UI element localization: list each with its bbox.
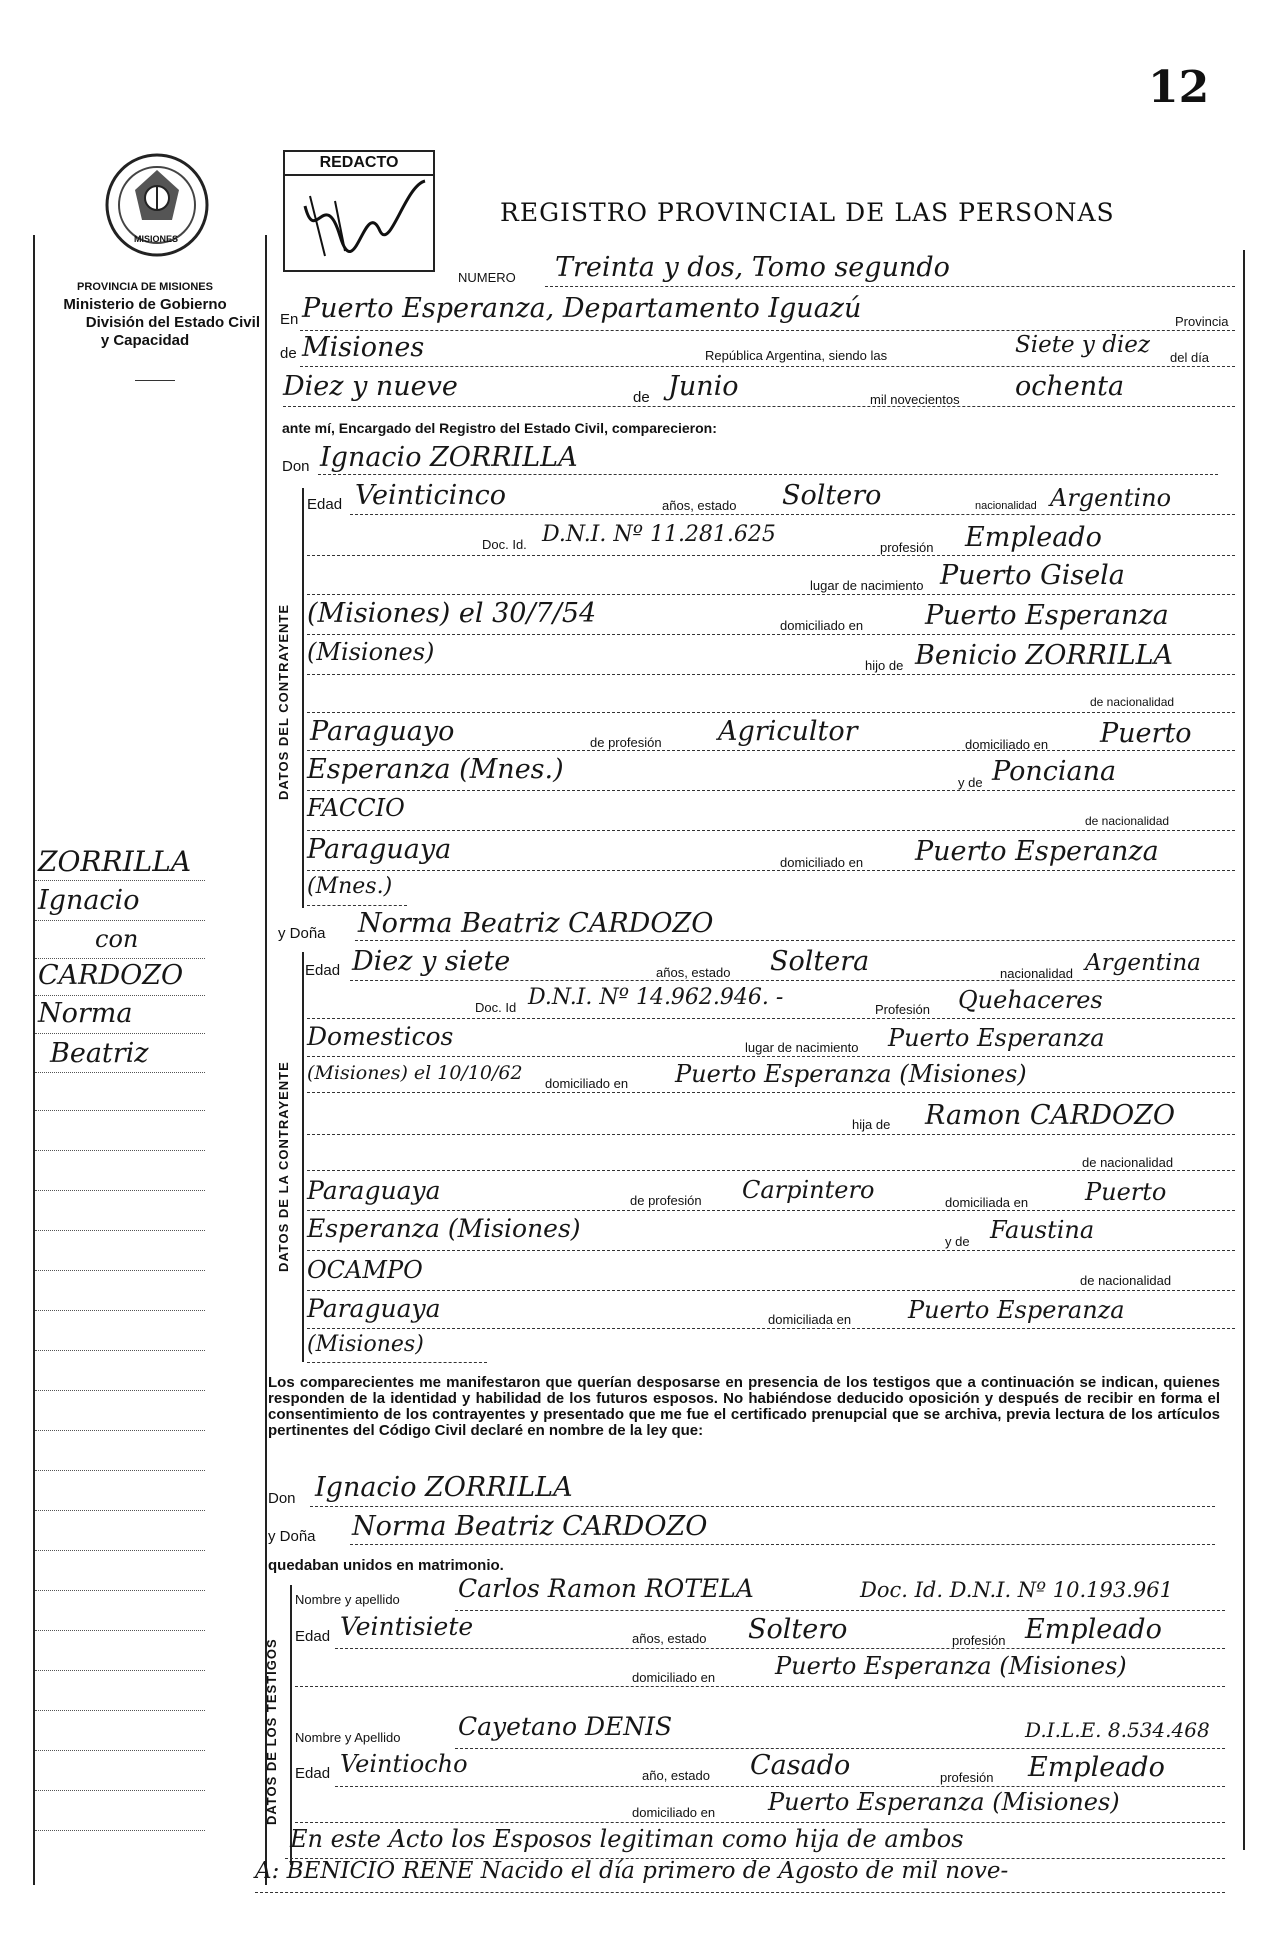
republica-label: República Argentina, siendo las	[705, 348, 888, 363]
contrayente-f-domicilio: Puerto Esperanza (Misiones)	[675, 1060, 1027, 1088]
don-line	[318, 474, 1218, 475]
margin-rule	[35, 1670, 205, 1671]
contrayente-border	[302, 488, 304, 908]
t1-dom-label: domiciliado en	[632, 1670, 716, 1685]
t1-edad-label: Edad	[295, 1628, 331, 1645]
org-block	[30, 278, 260, 350]
margin-rule	[35, 1190, 205, 1191]
f-y-de-line	[307, 1250, 1235, 1251]
madre-nac: Paraguaya	[307, 834, 452, 865]
f-madre-line	[307, 1290, 1235, 1291]
contrayente-f-padre: Ramon CARDOZO	[925, 1100, 1176, 1131]
dia-value: Diez y nueve	[283, 371, 458, 402]
f-padre-dom2: Esperanza (Misiones)	[307, 1214, 581, 1243]
t2-prof: Empleado	[1028, 1752, 1165, 1783]
dona-line	[355, 940, 1235, 941]
t2-dom-label: domiciliado en	[632, 1805, 716, 1820]
numero-line	[545, 286, 1235, 287]
t2-doc: D.I.L.E. 8.534.468	[1025, 1718, 1210, 1742]
madre-line	[307, 830, 1235, 831]
hija-label: hija de	[852, 1117, 891, 1132]
f-madre2: OCAMPO	[307, 1256, 423, 1284]
f-madre-nac-line	[307, 1328, 1235, 1329]
f-padre-dom: Puerto	[1085, 1178, 1167, 1206]
contrayente-section-label: DATOS DEL CONTRAYENTE	[276, 603, 291, 800]
t1-dom: Puerto Esperanza (Misiones)	[775, 1652, 1127, 1680]
don-label: Don	[282, 458, 310, 475]
f-madre-dom-label: domiciliada en	[768, 1312, 852, 1327]
margin-rule	[35, 1390, 205, 1391]
t2-edad-label: Edad	[295, 1765, 331, 1782]
f-madre-nac-label: de nacionalidad	[1080, 1273, 1172, 1288]
contrayente-f-doc: D.N.I. Nº 14.962.946. -	[528, 985, 784, 1010]
margin-rule	[35, 1110, 205, 1111]
t1-edad: Veintisiete	[340, 1612, 474, 1641]
contrayente-profesion: Empleado	[965, 522, 1102, 553]
madre-dom-line	[307, 905, 407, 906]
contrayente-f-nombre: Norma Beatriz CARDOZO	[358, 908, 714, 939]
f-madre-dom-line	[307, 1362, 487, 1363]
t1-prof: Empleado	[1025, 1614, 1162, 1645]
madre-dom2: (Mnes.)	[307, 874, 393, 899]
decl-don-label: Don	[268, 1490, 296, 1507]
ante-label: ante mí, Encargado del Registro del Estado Civil, comparecieron:	[282, 420, 717, 436]
lugar-nac-line	[307, 594, 1235, 595]
t2-dom: Puerto Esperanza (Misiones)	[768, 1788, 1120, 1816]
decl-dona-line	[350, 1544, 1215, 1545]
t2-edad: Veintiocho	[340, 1750, 468, 1778]
decl-don: Ignacio ZORRILLA	[315, 1472, 573, 1503]
t1-label: Nombre y apellido	[295, 1592, 400, 1607]
t1-doc: Doc. Id. D.N.I. Nº 10.193.961	[860, 1578, 1173, 1602]
margin-line3: con	[95, 925, 139, 953]
madre-nac-label: de nacionalidad	[1085, 814, 1170, 828]
madre2: FACCIO	[307, 794, 405, 822]
padre-line	[307, 750, 1235, 751]
t1-dom-line	[295, 1686, 1225, 1687]
f-doc-line	[307, 1018, 1235, 1019]
hora-value: Siete y diez	[1015, 332, 1151, 358]
margin-rule	[35, 1033, 205, 1034]
margin-line6: Beatriz	[50, 1038, 149, 1069]
padre-prof: Agricultor	[718, 716, 858, 747]
f-de-prof-label: de profesión	[630, 1193, 702, 1208]
madre-dom: Puerto Esperanza	[915, 836, 1159, 867]
edad-line	[350, 514, 1235, 515]
margin-rule	[35, 1270, 205, 1271]
numero-value: Treinta y dos, Tomo segundo	[555, 252, 950, 283]
t1-nombre: Carlos Ramon ROTELA	[458, 1574, 754, 1603]
provincia-value: Misiones	[302, 332, 425, 363]
f-padre-line	[307, 1210, 1235, 1211]
org-line2: Ministerio de Gobierno	[63, 296, 227, 313]
decl-dona: Norma Beatriz CARDOZO	[352, 1511, 708, 1542]
org-line3: División del Estado Civil	[85, 314, 260, 331]
contrayente-padre: Benicio ZORRILLA	[915, 640, 1174, 671]
org-line4: y Capacidad	[100, 332, 190, 349]
lugar-nac-label: lugar de nacimiento	[810, 578, 924, 593]
lugar-value: Puerto Esperanza, Departamento Iguazú	[302, 293, 862, 324]
contrayente-estado: Soltero	[782, 480, 882, 511]
margin-rule	[35, 1710, 205, 1711]
margin-rule	[35, 1150, 205, 1151]
f-nacionalidad-label: nacionalidad	[1000, 966, 1074, 981]
margin-rule	[35, 1510, 205, 1511]
margin-line5: Norma	[38, 998, 133, 1029]
doc-label: Doc. Id.	[482, 537, 527, 552]
hija-line	[307, 1134, 1235, 1135]
page-number: 12	[1148, 62, 1210, 113]
f-doc-label: Doc. Id	[475, 1000, 517, 1015]
fecha-line	[283, 406, 1235, 407]
dona-label: y Doña	[278, 925, 326, 942]
de-nac-line	[307, 712, 1235, 713]
contrayente-domicilio: Puerto Esperanza	[925, 600, 1169, 631]
f-madre-dom: Puerto Esperanza	[908, 1296, 1125, 1324]
margin-rule	[35, 1750, 205, 1751]
t1-anios-label: años, estado	[632, 1631, 707, 1646]
decl-don-line	[310, 1506, 1215, 1507]
edad-label: Edad	[307, 496, 343, 513]
lugar-line	[300, 330, 1235, 331]
note-line2: A: BENICIO RENE Nacido el día primero de Agosto de mil nove-	[255, 1858, 1009, 1884]
note-line2-rule	[255, 1892, 1225, 1893]
doc-line	[307, 555, 1235, 556]
contrayente-edad: Veinticinco	[355, 480, 507, 511]
t2-estado: Casado	[750, 1750, 851, 1781]
t1-line	[455, 1610, 1225, 1611]
contrayente-doc: D.N.I. Nº 11.281.625	[542, 522, 776, 547]
page-title: REGISTRO PROVINCIAL DE LAS PERSONAS	[500, 198, 1115, 227]
margin-rule	[35, 995, 205, 996]
right-border	[1243, 250, 1245, 1850]
contrayente-f-edad: Diez y siete	[352, 946, 511, 977]
de-nac-label: de nacionalidad	[1090, 695, 1175, 709]
domicilio-line	[307, 634, 1235, 635]
numero-label: NUMERO	[458, 270, 516, 285]
f-madre: Faustina	[990, 1216, 1095, 1244]
hijo-line	[307, 674, 1235, 675]
de-label: de	[280, 345, 297, 362]
f-de-nac-line	[307, 1170, 1235, 1171]
del-dia-label: del día	[1170, 350, 1210, 365]
margin-rule	[35, 1630, 205, 1631]
y-de-line	[307, 790, 1235, 791]
contrayente-nacionalidad: Argentino	[1050, 484, 1172, 512]
domicilio-label: domiciliado en	[780, 618, 864, 633]
contrayente-f-nacionalidad: Argentina	[1085, 950, 1201, 976]
decl-dona-label: y Doña	[268, 1528, 316, 1545]
t1-edad-line	[335, 1648, 1225, 1649]
padre-nac: Paraguayo	[310, 716, 455, 747]
t2-line	[455, 1748, 1225, 1749]
anio-label: mil novecientos	[870, 392, 960, 407]
y-de-label: y de	[958, 775, 983, 790]
t2-prof-label: profesión	[940, 1770, 994, 1785]
redacto-stamp	[283, 150, 435, 272]
madre-dom-label: domiciliado en	[780, 855, 864, 870]
f-edad-label: Edad	[305, 962, 341, 979]
margin-rule	[35, 1430, 205, 1431]
contrayente-f-estado: Soltera	[770, 946, 870, 977]
provincia-label: Provincia	[1175, 314, 1229, 329]
f-padre-nac: Paraguaya	[307, 1176, 441, 1205]
margin-rule	[35, 1072, 205, 1073]
testigos-section-label: DATOS DE LOS TESTIGOS	[264, 1638, 279, 1825]
provincial-seal	[100, 150, 215, 260]
margin-rule	[35, 1350, 205, 1351]
margin-rule	[35, 1590, 205, 1591]
provincia-line	[300, 366, 1235, 367]
margin-rule	[35, 1550, 205, 1551]
f-domicilio-line	[307, 1092, 1235, 1093]
contrayente-f-nac-line2: (Misiones) el 10/10/62	[307, 1062, 523, 1084]
f-madre-nac: Paraguaya	[307, 1294, 441, 1323]
margin-rule	[35, 1830, 205, 1831]
f-madre-dom2: (Misiones)	[307, 1332, 424, 1357]
f-de-nac-label: de nacionalidad	[1082, 1155, 1174, 1170]
margin-line4: CARDOZO	[38, 960, 184, 991]
f-y-de-label: y de	[945, 1234, 970, 1249]
contrayente-nombre: Ignacio ZORRILLA	[320, 442, 578, 473]
margin-rule	[35, 1470, 205, 1471]
margin-rule	[35, 880, 205, 881]
padre-dom: Puerto	[1100, 718, 1192, 749]
nacionalidad-label: nacionalidad	[975, 500, 1037, 512]
margin-rule	[35, 958, 205, 959]
stamp-signature	[285, 176, 433, 266]
de-prof-label: de profesión	[590, 735, 662, 750]
margin-rule	[35, 1310, 205, 1311]
t1-prof-label: profesión	[952, 1633, 1006, 1648]
f-lugar-nac-label: lugar de nacimiento	[745, 1040, 859, 1055]
t2-nombre: Cayetano DENIS	[458, 1712, 673, 1741]
t2-anio-label: año, estado	[642, 1768, 710, 1783]
madre: Ponciana	[992, 756, 1117, 787]
hijo-label: hijo de	[865, 658, 904, 673]
t2-dom-line	[295, 1822, 1225, 1823]
contrayente-f-section-label: DATOS DE LA CONTRAYENTE	[276, 1061, 291, 1272]
mes-value: Junio	[668, 371, 739, 402]
org-divider	[135, 380, 175, 381]
margin-rule	[35, 1790, 205, 1791]
margin-line1: ZORRILLA	[38, 845, 192, 878]
padre-dom-label: domiciliado en	[965, 737, 1049, 752]
margin-rule	[35, 1230, 205, 1231]
profesion-label: profesión	[880, 540, 934, 555]
contrayente-dom-line2: (Misiones)	[307, 638, 435, 666]
margin-line2: Ignacio	[38, 885, 140, 916]
f-profesion-label: Profesión	[875, 1002, 930, 1017]
f-edad-line	[350, 980, 1235, 981]
en-label: En	[280, 311, 299, 328]
stamp-label: REDACTO	[285, 152, 433, 176]
contrayente-f-border	[302, 952, 304, 1362]
contrayente-f-lugar-nac: Puerto Esperanza	[888, 1024, 1105, 1052]
margin-rule	[35, 920, 205, 921]
contrayente-nac-line2: (Misiones) el 30/7/54	[307, 598, 597, 629]
t1-estado: Soltero	[748, 1614, 848, 1645]
declaration-paragraph: Los comparecientes me manifestaron que querían desposarse en presencia de los testigos que a continuación se indican, quienes responden de la identidad y habilidad de los futuros esposos. No habiéndose deducido oposición y después de recibir en forma el consentimiento de los contrayentes y presentado que me fue el certificado prenupcial que se archiva, previa lectura de los artículos pertinentes del Código Civil declaré en nombre de la ley que:	[268, 1374, 1220, 1439]
madre-nac-line	[307, 870, 1235, 871]
padre-dom2: Esperanza (Mnes.)	[307, 754, 564, 785]
anios-label: años, estado	[662, 498, 737, 513]
de2-label: de	[633, 389, 650, 406]
f-domicilio-label: domiciliado en	[545, 1076, 629, 1091]
f-padre-prof: Carpintero	[742, 1176, 875, 1204]
anio-value: ochenta	[1015, 371, 1125, 402]
contrayente-lugar-nac: Puerto Gisela	[940, 560, 1125, 591]
t2-edad-line	[335, 1786, 1225, 1787]
org-line1: PROVINCIA DE MISIONES	[77, 281, 213, 293]
note-line1: En este Acto los Esposos legitiman como hija de ambos	[290, 1825, 964, 1853]
f-anios-label: años, estado	[656, 965, 731, 980]
t2-label: Nombre y Apellido	[295, 1730, 401, 1745]
testigos-border	[290, 1585, 292, 1865]
seal-text: MISIONES	[134, 234, 179, 244]
f-lugar-nac-line	[307, 1056, 1235, 1057]
f-padre-dom-label: domiciliada en	[945, 1195, 1029, 1210]
contrayente-f-profesion2: Domesticos	[307, 1022, 454, 1051]
contrayente-f-profesion: Quehaceres	[958, 986, 1103, 1014]
left-border	[33, 235, 35, 1885]
quedaban-label: quedaban unidos en matrimonio.	[268, 1557, 504, 1574]
